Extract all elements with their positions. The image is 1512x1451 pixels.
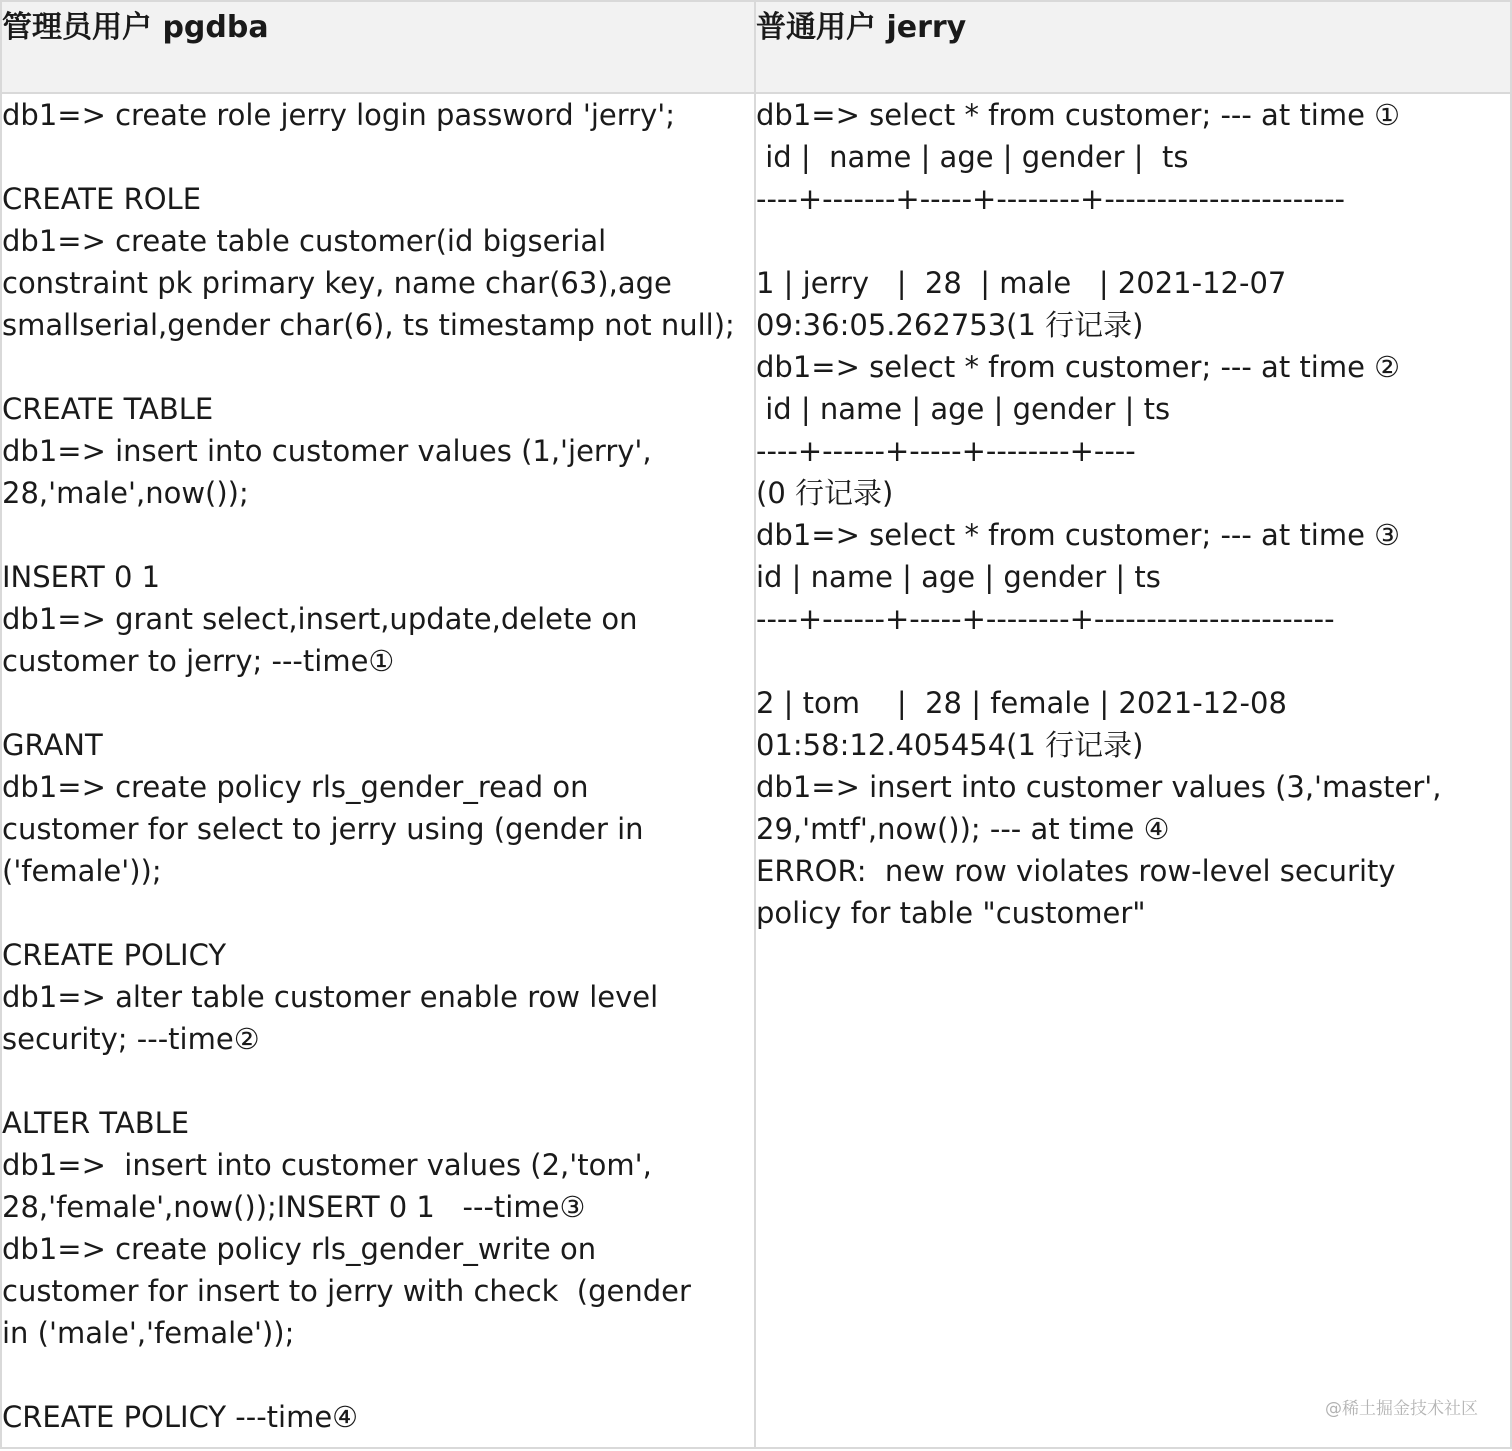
log-line: CREATE POLICY ---time④ xyxy=(2,1400,359,1434)
log-line: CREATE POLICY xyxy=(2,938,227,972)
log-line xyxy=(2,1354,754,1396)
log-line: CREATE ROLE xyxy=(2,182,202,216)
log-line: ('female')); xyxy=(2,854,162,888)
log-line: constraint pk primary key, name char(63),age xyxy=(2,266,672,300)
log-line: ALTER TABLE xyxy=(2,1106,190,1140)
log-line: db1=> select * from customer; --- at time ③ xyxy=(756,518,1401,552)
log-line: 1 | jerry | 28 | male | 2021-12-07 xyxy=(756,266,1287,300)
log-line: GRANT xyxy=(2,728,103,762)
log-line: customer for select to jerry using (gender in xyxy=(2,812,644,846)
log-line: db1=> select * from customer; --- at time ② xyxy=(756,350,1401,384)
log-line: db1=> create policy rls_gender_write on xyxy=(2,1232,597,1266)
log-line: db1=> create table customer(id bigserial xyxy=(2,224,607,258)
log-line: (0 行记录) xyxy=(756,476,894,510)
log-line: customer to jerry; ---time① xyxy=(2,644,395,678)
log-line: 2 | tom | 28 | female | 2021-12-08 xyxy=(756,686,1287,720)
log-line xyxy=(2,1060,754,1102)
admin-session-log xyxy=(1,93,755,1448)
log-line: 09:36:05.262753(1 行记录) xyxy=(756,308,1144,342)
log-line: customer for insert to jerry with check (gender xyxy=(2,1274,691,1308)
log-line: ----+------+-----+--------+----------------------- xyxy=(756,602,1335,636)
log-line xyxy=(756,640,1510,682)
log-line: 28,'female',now());INSERT 0 1 ---time③ xyxy=(2,1190,586,1224)
log-line: id | name | age | gender | ts xyxy=(756,140,1189,174)
log-line: 29,'mtf',now()); --- at time ④ xyxy=(756,812,1170,846)
log-line: ERROR: new row violates row-level security xyxy=(756,854,1396,888)
log-line: smallserial,gender char(6), ts timestamp not null); xyxy=(2,308,735,342)
log-line: db1=> create role jerry login password 'jerry'; xyxy=(2,98,675,132)
log-line: CREATE TABLE xyxy=(2,392,214,426)
watermark: @稀土掘金技术社区 xyxy=(1325,1399,1478,1419)
log-line xyxy=(2,346,754,388)
jerry-session-log xyxy=(755,93,1511,1448)
log-line: db1=> insert into customer values (3,'master', xyxy=(756,770,1442,804)
header-admin-user: 管理员用户 pgdba xyxy=(1,1,755,93)
log-line: id | name | age | gender | ts xyxy=(756,392,1171,426)
log-line: db1=> insert into customer values (1,'jerry', xyxy=(2,434,652,468)
log-line: db1=> insert into customer values (2,'tom', xyxy=(2,1148,652,1182)
log-line: db1=> alter table customer enable row level xyxy=(2,980,659,1014)
log-line: id | name | age | gender | ts xyxy=(756,560,1161,594)
log-line xyxy=(2,892,754,934)
log-line: ----+------+-----+--------+---- xyxy=(756,434,1136,468)
log-line xyxy=(2,682,754,724)
log-line: db1=> select * from customer; --- at time ① xyxy=(756,98,1401,132)
body-row xyxy=(1,93,1511,1448)
log-line: ----+-------+-----+--------+----------------------- xyxy=(756,182,1346,216)
header-row xyxy=(1,1,1511,93)
header-normal-user: 普通用户 jerry xyxy=(755,1,1511,93)
log-line: 28,'male',now()); xyxy=(2,476,249,510)
log-line: INSERT 0 1 xyxy=(2,560,161,594)
log-line xyxy=(756,220,1510,262)
log-line: db1=> grant select,insert,update,delete on xyxy=(2,602,638,636)
log-line: in ('male','female')); xyxy=(2,1316,295,1350)
log-line: db1=> create policy rls_gender_read on xyxy=(2,770,589,804)
log-line: policy for table "customer" xyxy=(756,896,1146,930)
log-line xyxy=(2,136,754,178)
log-line: security; ---time② xyxy=(2,1022,260,1056)
log-line: 01:58:12.405454(1 行记录) xyxy=(756,728,1144,762)
log-line xyxy=(2,514,754,556)
